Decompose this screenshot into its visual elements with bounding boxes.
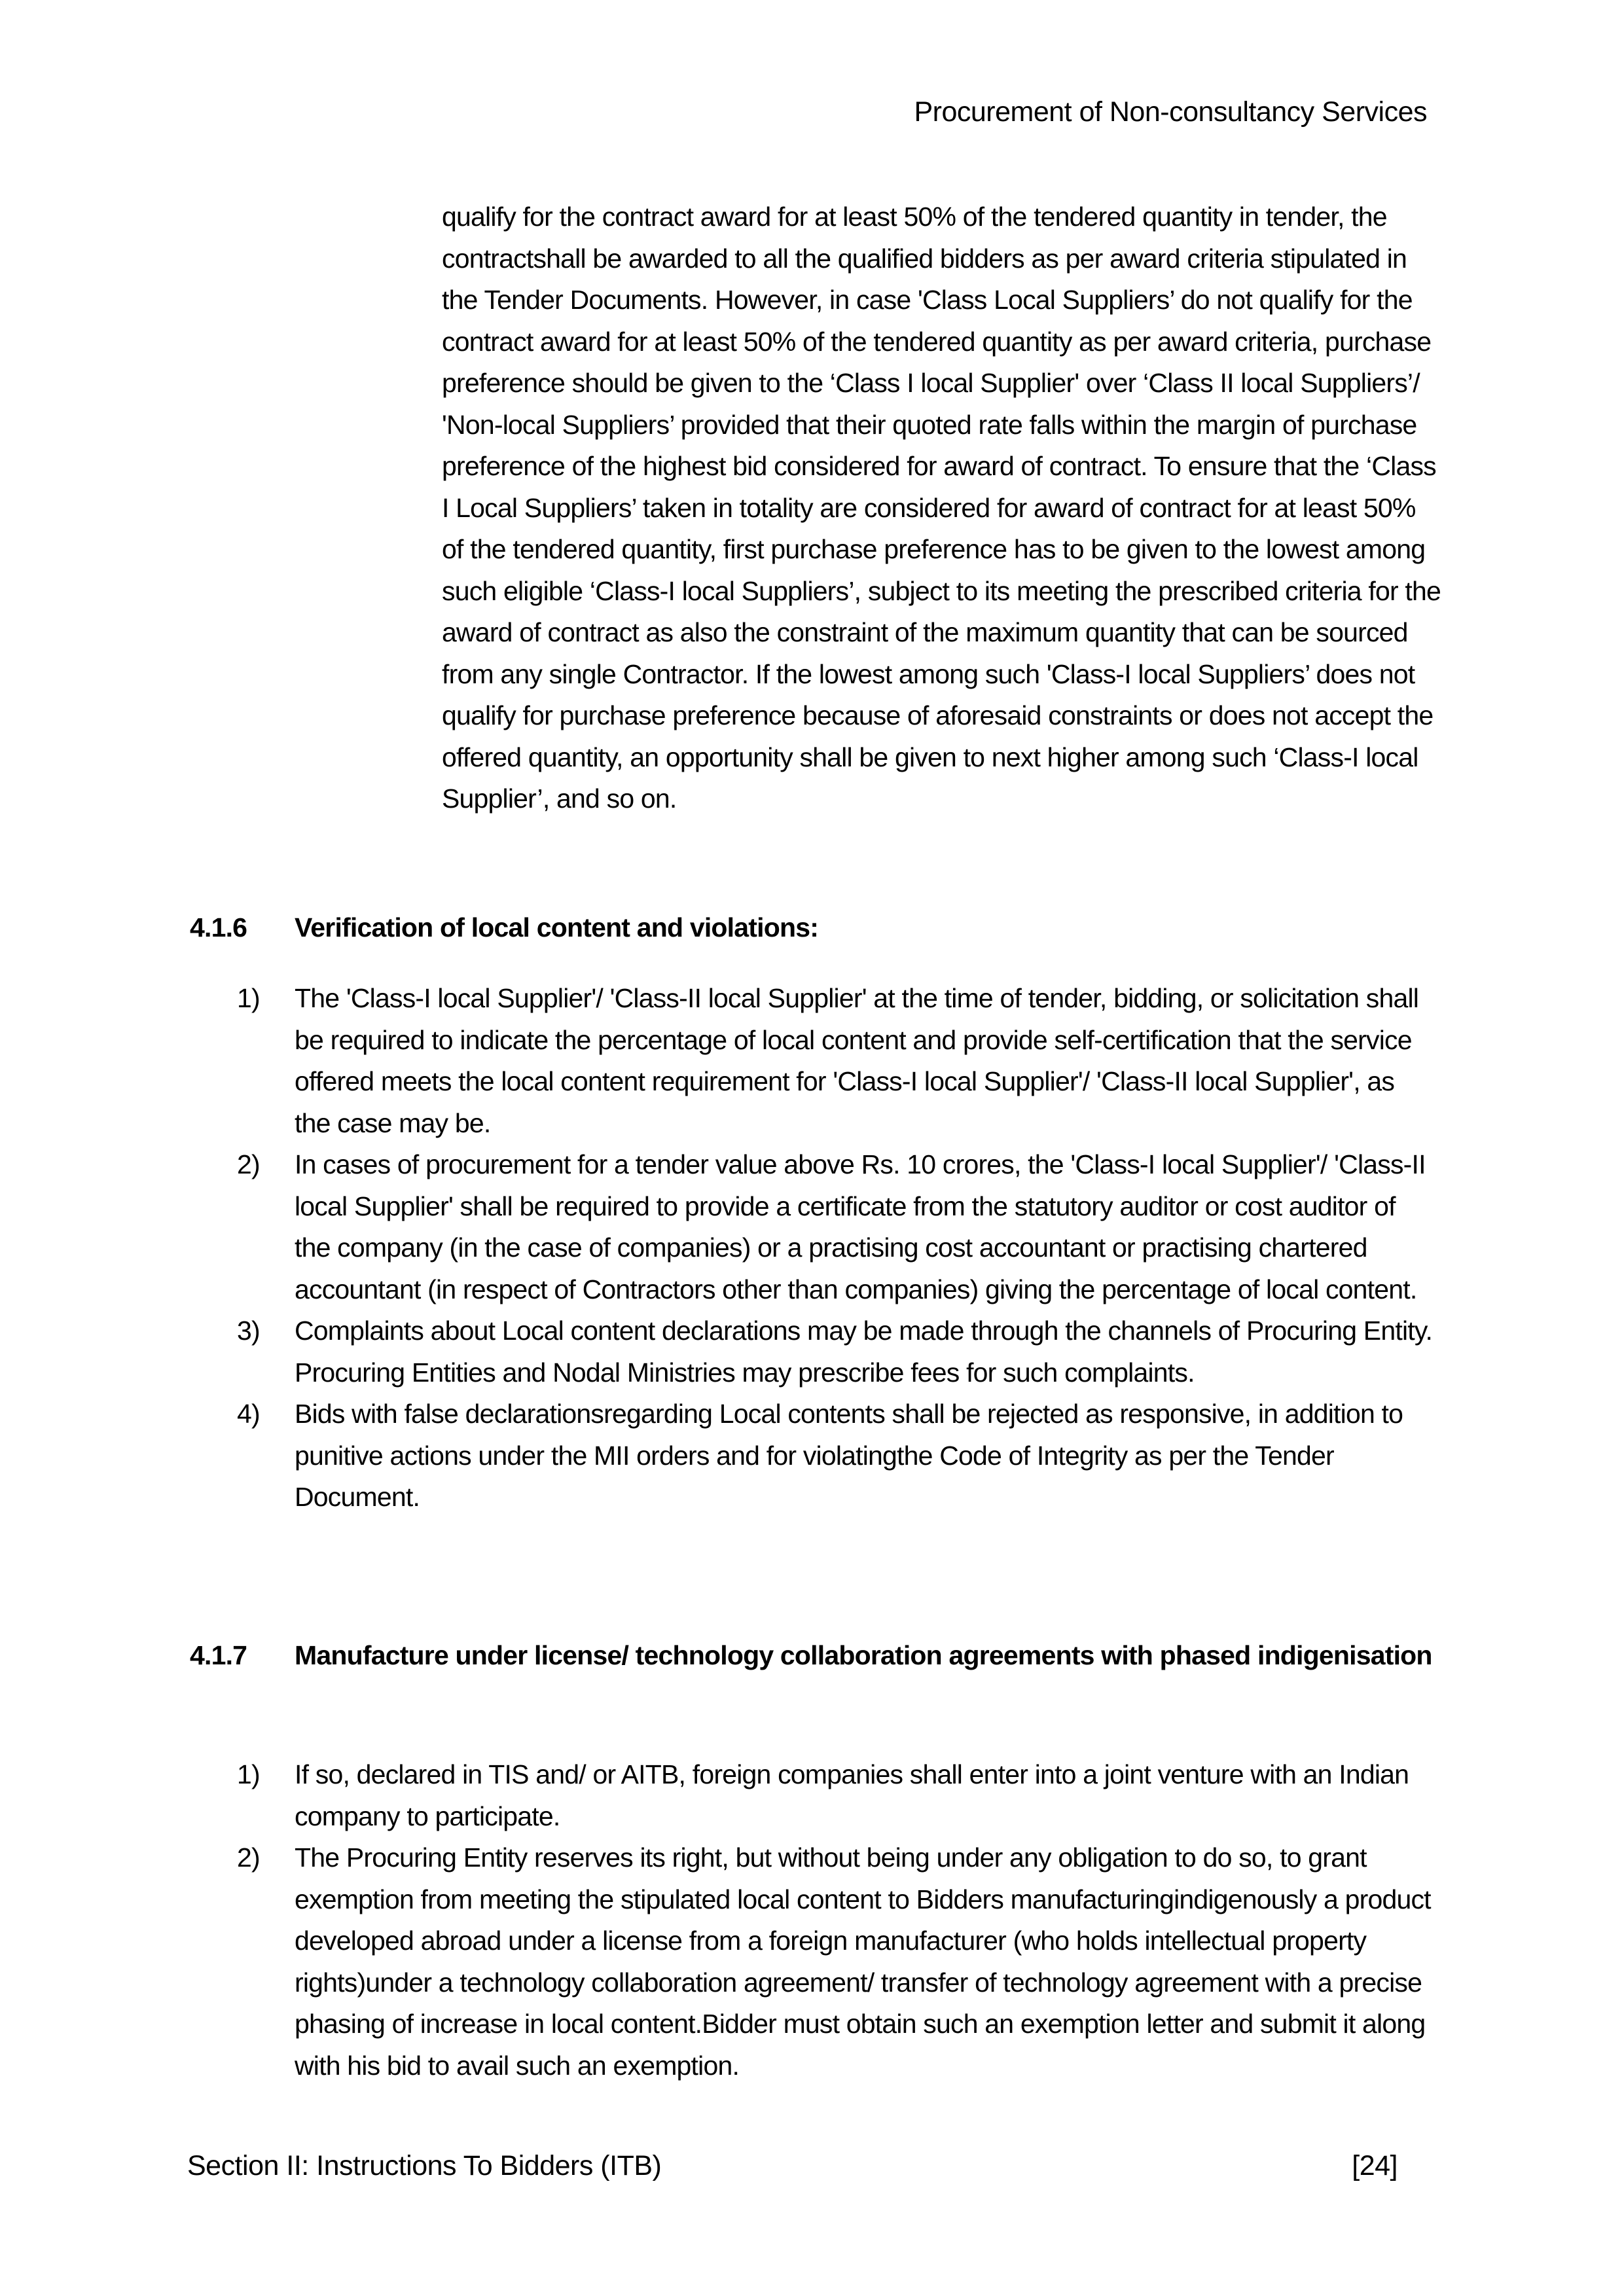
item-number: 1) [237,1759,260,1789]
footer-section-label: Section II: Instructions To Bidders (ITB) [187,2150,662,2181]
item-number: 2) [237,1149,260,1179]
item-number: 2) [237,1842,260,1873]
item-text: The Procuring Entity reserves its right, but without being under any obligation to do so, to grant exemption from meeting the stipulated local content to Bidders manufacturingindigenously a product developed abroad under a license from a foreign manufacturer (who holds intellectual property rights)under a technology collaboration agreement/ transfer of technology agreement with a precise phasing of increase in local content.Bidder must obtain such an exemption letter and submit it along with his bid to avail such an exemption. [295,1842,1431,2081]
section-heading-4-1-7 [190,1635,1498,1677]
item-text: If so, declared in TIS and/ or AITB, foreign companies shall enter into a joint venture with an Indian company to participate. [295,1759,1409,1831]
page-header-title: Procurement of Non-consultancy Services [914,96,1427,128]
list-item [237,1310,1437,1393]
item-number: 1) [237,983,260,1013]
section-number: 4.1.6 [190,912,247,942]
numbered-list-4-1-7 [237,1754,1437,2087]
numbered-list-4-1-6 [237,978,1437,1518]
item-text: Bids with false declarationsregarding Local contents shall be rejected as responsive, in addition to punitive actions under the MII orders and for violatingthe Code of Integrity as per the Tender Document. [295,1399,1403,1512]
list-item [237,1393,1437,1518]
list-item [237,1754,1437,1837]
section-title: Verification of local content and violations: [295,912,819,942]
footer-page-number: [24] [1352,2150,1398,2181]
section-title: Manufacture under license/ technology collaboration agreements with phased indigenisation [295,1640,1432,1670]
item-number: 3) [237,1316,260,1346]
list-item [237,978,1437,1144]
section-heading-4-1-6 [190,907,1498,949]
item-text: In cases of procurement for a tender value above Rs. 10 crores, the 'Class-I local Supplier'/ 'Class-II local Supplier' shall be required to provide a certificate from the statutory auditor or cost auditor of the company (in the case of companies) or a practising cost accountant or practising chartered accountant (in respect of Contractors other than companies) giving the percentage of local content. [295,1149,1426,1304]
section-number: 4.1.7 [190,1640,247,1670]
item-number: 4) [237,1399,260,1429]
item-text: The 'Class-I local Supplier'/ 'Class-II local Supplier' at the time of tender, bidding, or solicitation shall be required to indicate the percentage of local content and provide self-certification that the service offered meets the local content requirement for 'Class-I local Supplier'/ 'Class-II local Supplier', as the case may be. [295,983,1419,1138]
item-text: Complaints about Local content declarations may be made through the channels of Procuring Entity. Procuring Entities and Nodal Ministries may prescribe fees for such complaints. [295,1316,1433,1388]
list-item [237,1837,1437,2087]
intro-paragraph: qualify for the contract award for at least 50% of the tendered quantity in tender, the contractshall be awarded to all the qualified bidders as per award criteria stipulated in the Tender Documents. However, in case 'Class Local Suppliers’ do not qualify for the contract award for at least 50% of the tendered quantity as per award criteria, purchase preference should be given to the ‘Class I local Supplier' over ‘Class II local Suppliers’/ 'Non-local Suppliers’ provided that their quoted rate falls within the margin of purchase preference of the highest bid considered for award of contract. To ensure that the ‘Class I Local Suppliers’ taken in totality are considered for award of contract for at least 50% of the tendered quantity, first purchase preference has to be given to the lowest among such eligible ‘Class-I local Suppliers’, subject to its meeting the prescribed criteria for the award of contract as also the constraint of the maximum quantity that can be sourced from any single Contractor. If the lowest among such 'Class-I local Suppliers’ does not qualify for purchase preference because of aforesaid constraints or does not accept the offered quantity, an opportunity shall be given to next higher among such ‘Class-I local Supplier’, and so on. [442,202,1441,814]
list-item [237,1144,1437,1310]
